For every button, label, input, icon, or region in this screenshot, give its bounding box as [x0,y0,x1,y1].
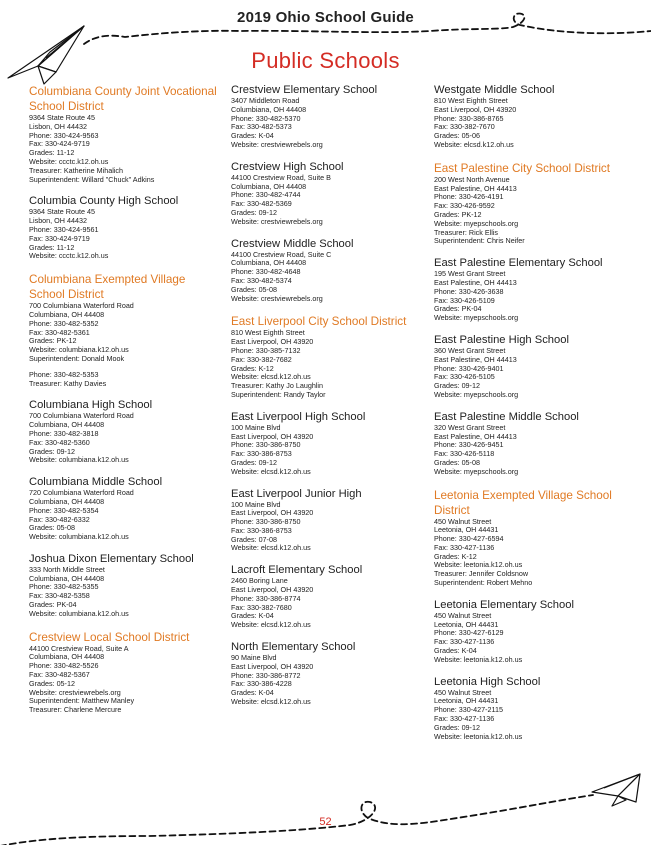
school-name: East Palestine Middle School [434,410,579,423]
school-name: Lacroft Elementary School [231,564,363,577]
school-entry [434,599,634,665]
detail-line: Leetonia, OH 44431 [434,696,499,706]
detail-line: Grades: 09-12 [434,722,480,732]
district-entry [29,84,221,184]
detail-line: Phone: 330-424-9563 [29,130,99,140]
detail-line: East Palestine, OH 44413 [434,183,517,193]
detail-line: Phone: 330-386-8750 [231,517,301,527]
detail-line: Fax: 330-386-8753 [231,449,292,459]
detail-line: Grades: 11-12 [29,148,75,158]
detail-line: Website: leetonia.k12.oh.us [434,560,523,570]
detail-line: Website: columbiana.k12.oh.us [29,455,129,465]
detail-line: East Liverpool, OH 43920 [231,661,314,671]
detail-line: Grades: PK-12 [29,336,77,346]
detail-line: Superintendent: Chris Neifer [434,236,525,246]
detail-line: Phone: 330-482-5352 [29,318,99,328]
column-2 [231,84,427,718]
school-entry [231,161,427,227]
detail-line: 320 West Grant Street [434,422,506,432]
detail-line: Columbiana, OH 44408 [231,104,307,114]
detail-line: Grades: 05-08 [231,284,277,294]
school-entry [434,257,634,323]
detail-line: Columbiana, OH 44408 [29,573,105,583]
detail-line: Superintendent: Robert Mehno [434,578,533,588]
detail-line: Phone: 330-482-4744 [231,190,301,200]
detail-line: Grades: K-04 [231,611,274,621]
detail-line: Fax: 330-482-5361 [29,327,90,337]
district-entry [434,161,634,246]
district-entry [29,272,221,388]
detail-line: Lisbon, OH 44432 [29,216,87,226]
detail-line: Fax: 330-427-1136 [434,542,495,552]
detail-line: 3407 Middleton Road [231,96,300,105]
detail-line: Superintendent: Donald Mook [29,353,125,363]
school-entry [434,411,634,477]
guide-title: 2019 Ohio School Guide [237,9,414,26]
detail-line: 9364 State Route 45 [29,207,95,217]
detail-line: 450 Walnut Street [434,516,492,526]
detail-line: Website: columbiana.k12.oh.us [29,608,129,618]
detail-line: Phone: 330-482-5370 [231,113,301,123]
detail-line: Website: crestviewrebels.org [231,216,323,226]
school-entry [29,476,221,542]
detail-line: Columbiana, OH 44408 [29,652,105,662]
detail-line: 9364 State Route 45 [29,113,95,122]
detail-line: 200 West North Avenue [434,174,510,184]
detail-line: Grades: 09-12 [434,381,480,391]
detail-line: Website: columbiana.k12.oh.us [29,345,129,355]
school-name: North Elementary School [231,641,356,654]
detail-line: Grades: 11-12 [29,242,75,252]
district-name: Columbiana Exempted Village School District [29,273,186,302]
detail-line: Phone: 330-424-9561 [29,224,99,234]
detail-line: East Palestine, OH 44413 [434,431,517,441]
school-name: Leetonia High School [434,675,541,688]
school-name: East Palestine Elementary School [434,257,603,270]
detail-line: Website: myepschools.org [434,466,519,476]
detail-line: Website: crestviewrebels.org [231,293,323,303]
detail-line: Treasurer: Charlene Mercure [29,705,122,715]
detail-line: East Palestine, OH 44413 [434,354,517,364]
school-entry [434,676,634,742]
detail-line: Fax: 330-482-5374 [231,275,292,285]
page-number: 52 [319,816,332,828]
detail-line: Phone: 330-385-7132 [231,345,301,355]
detail-line: Website: crestviewrebels.org [29,687,121,697]
detail-line: Grades: 09-12 [29,446,75,456]
column-1 [29,84,221,726]
detail-line: Columbiana, OH 44408 [29,496,105,506]
school-entry [231,411,427,477]
detail-line: Grades: 07-08 [231,534,277,544]
school-name: Crestview Elementary School [231,84,378,96]
detail-line: Fax: 330-427-1136 [434,714,495,724]
detail-line: Website: leetonia.k12.oh.us [434,654,523,664]
detail-line: 100 Maine Blvd [231,422,281,432]
district-name: Columbiana County Joint Vocational School District [29,85,217,113]
detail-line: Columbiana, OH 44408 [29,309,105,319]
detail-line: Website: columbiana.k12.oh.us [29,532,129,542]
school-entry [29,553,221,619]
detail-line: 44100 Crestview Road, Suite A [29,643,129,653]
detail-line: Fax: 330-382-7670 [434,122,495,132]
detail-line: Phone: 330-427-6594 [434,534,504,544]
detail-line: Phone: 330-482-5353 [29,369,99,379]
detail-line: Phone: 330-386-8750 [231,440,301,450]
detail-line: 810 West Eighth Street [434,96,508,105]
district-name: East Palestine City School District [434,161,611,175]
detail-line: Grades: K-12 [231,363,274,373]
school-entry [29,399,221,465]
school-entry [29,195,221,261]
detail-line: Superintendent: Willard "Chuck" Adkins [29,174,155,184]
detail-line: Grades: 05-08 [29,523,75,533]
detail-line: Phone: 330-386-8765 [434,113,504,123]
detail-line: Fax: 330-482-5373 [231,122,292,132]
detail-line: Phone: 330-426-9401 [434,363,504,373]
detail-line: Fax: 330-426-9592 [434,201,495,211]
school-entry [231,641,427,707]
detail-line: 44100 Crestview Road, Suite C [231,249,332,259]
detail-line: Fax: 330-382-7682 [231,354,292,364]
district-entry [231,314,427,399]
detail-line: Leetonia, OH 44431 [434,619,499,629]
detail-line: Treasurer: Jennifer Coldsnow [434,569,529,579]
detail-line: 700 Columbiana Waterford Road [29,301,134,311]
detail-line: Grades: 09-12 [231,207,277,217]
detail-line: Fax: 330-482-5367 [29,670,90,680]
column-3 [434,84,634,752]
school-name: Columbiana Middle School [29,476,163,489]
detail-line: Grades: PK-04 [434,304,482,314]
detail-line: Phone: 330-427-6129 [434,628,504,638]
detail-line: Fax: 330-482-5360 [29,437,90,447]
detail-line: Phone: 330-426-9451 [434,440,504,450]
school-name: East Liverpool Junior High [231,487,362,500]
detail-line: East Liverpool, OH 43920 [231,585,314,595]
detail-line: Grades: K-04 [231,131,274,141]
detail-line: East Liverpool, OH 43920 [434,104,517,114]
school-entry [231,564,427,630]
detail-line: Website: myepschools.org [434,389,519,399]
detail-line: 450 Walnut Street [434,687,492,697]
school-name: Joshua Dixon Elementary School [29,552,194,565]
detail-line: 450 Walnut Street [434,610,492,620]
detail-line: Phone: 330-482-5526 [29,661,99,671]
detail-line: Fax: 330-482-5358 [29,591,90,601]
detail-line: Treasurer: Rick Ellis [434,227,499,237]
detail-line: Treasurer: Kathy Jo Laughlin [231,381,324,391]
detail-line: Phone: 330-426-3638 [434,286,504,296]
detail-line: Fax: 330-426-5118 [434,449,495,459]
section-title: Public Schools [251,48,400,73]
detail-line: Fax: 330-424-9719 [29,233,90,243]
detail-line: Website: crestviewrebels.org [231,139,323,149]
detail-line: Superintendent: Matthew Manley [29,696,135,706]
school-entry [231,238,427,304]
detail-line: Columbiana, OH 44408 [29,420,105,430]
detail-line: Website: ccctc.k12.oh.us [29,251,109,261]
detail-line: East Liverpool, OH 43920 [231,337,314,347]
detail-line: Phone: 330-482-5354 [29,505,99,515]
detail-line: 810 West Eighth Street [231,328,305,338]
detail-line: Phone: 330-482-4648 [231,267,301,277]
detail-line: Website: elcsd.k12.oh.us [231,372,311,382]
detail-line: Grades: PK-04 [29,600,77,610]
school-name: East Palestine High School [434,333,569,346]
school-entry [231,488,427,554]
detail-line: Fax: 330-386-4228 [231,679,292,689]
detail-line: Columbiana, OH 44408 [231,181,307,191]
detail-line: East Liverpool, OH 43920 [231,508,314,518]
detail-line: Website: leetonia.k12.oh.us [434,731,523,741]
detail-line: Treasurer: Kathy Davies [29,378,107,388]
district-name: East Liverpool City School District [231,315,407,329]
detail-line: 44100 Crestview Road, Suite B [231,172,331,182]
school-name: Crestview High School [231,160,344,173]
detail-line: Website: elcsd.k12.oh.us [231,466,311,476]
detail-line: Fax: 330-482-6332 [29,514,90,524]
detail-line: Phone: 330-427-2115 [434,705,504,715]
district-name: Crestview Local School District [29,630,190,644]
detail-line: Fax: 330-482-5369 [231,199,292,209]
detail-line: 90 Maine Blvd [231,653,277,663]
district-entry [434,488,634,588]
detail-line: Leetonia, OH 44431 [434,525,499,535]
detail-line: Fax: 330-427-1136 [434,637,495,647]
detail-line: Lisbon, OH 44432 [29,121,87,131]
detail-line: Website: elcsd.k12.oh.us [231,543,311,553]
detail-line: Fax: 330-382-7680 [231,602,292,612]
school-entry [434,84,634,150]
detail-line: Grades: K-04 [434,646,477,656]
detail-line: Website: ccctc.k12.oh.us [29,156,109,166]
detail-line: 333 North Middle Street [29,564,105,574]
detail-line: Grades: 05-12 [29,678,75,688]
detail-line: Columbiana, OH 44408 [231,258,307,268]
detail-line: East Liverpool, OH 43920 [231,431,314,441]
detail-line: Grades: 05-06 [434,131,480,141]
detail-line: Phone: 330-482-5355 [29,582,99,592]
detail-line: 195 West Grant Street [434,269,506,279]
school-entry [231,84,427,150]
detail-line: Phone: 330-426-4191 [434,192,504,202]
school-name: Crestview Middle School [231,237,354,250]
detail-line: Website: elcsd.k12.oh.us [434,139,514,149]
detail-line: 2460 Boring Lane [231,576,288,586]
detail-line: Treasurer: Katherine Mihalich [29,165,124,175]
detail-line: Grades: PK-12 [434,209,482,219]
school-name: Leetonia Elementary School [434,598,574,611]
detail-line: East Palestine, OH 44413 [434,277,517,287]
detail-line: 360 West Grant Street [434,345,506,355]
school-name: Columbia County High School [29,195,179,208]
school-name: East Liverpool High School [231,410,366,423]
detail-line: Website: elcsd.k12.oh.us [231,697,311,707]
detail-line: Grades: K-04 [231,688,274,698]
school-entry [434,334,634,400]
bottom-right-airplane-icon [592,774,640,806]
detail-line: 100 Maine Blvd [231,499,281,509]
detail-line: Grades: 05-08 [434,457,480,467]
detail-line: Website: elcsd.k12.oh.us [231,620,311,630]
detail-line: 700 Columbiana Waterford Road [29,411,134,421]
district-entry [29,630,221,715]
detail-line: Phone: 330-386-8772 [231,670,301,680]
detail-line: Phone: 330-386-8774 [231,593,301,603]
detail-line: Superintendent: Randy Taylor [231,389,326,399]
detail-line: Fax: 330-424-9719 [29,139,90,149]
district-name: Leetonia Exempted Village School District [434,488,612,517]
detail-line: Website: myepschools.org [434,218,519,228]
detail-line: Fax: 330-386-8753 [231,525,292,535]
detail-line: Grades: K-12 [434,551,477,561]
school-name: Westgate Middle School [434,84,555,96]
detail-line: Phone: 330-482-3818 [29,428,99,438]
detail-line: Fax: 330-426-5105 [434,372,495,382]
detail-line: Grades: 09-12 [231,457,277,467]
detail-line: Fax: 330-426-5109 [434,295,495,305]
school-name: Columbiana High School [29,399,153,412]
detail-line: 720 Columbiana Waterford Road [29,488,134,498]
detail-line: Website: myepschools.org [434,313,519,323]
